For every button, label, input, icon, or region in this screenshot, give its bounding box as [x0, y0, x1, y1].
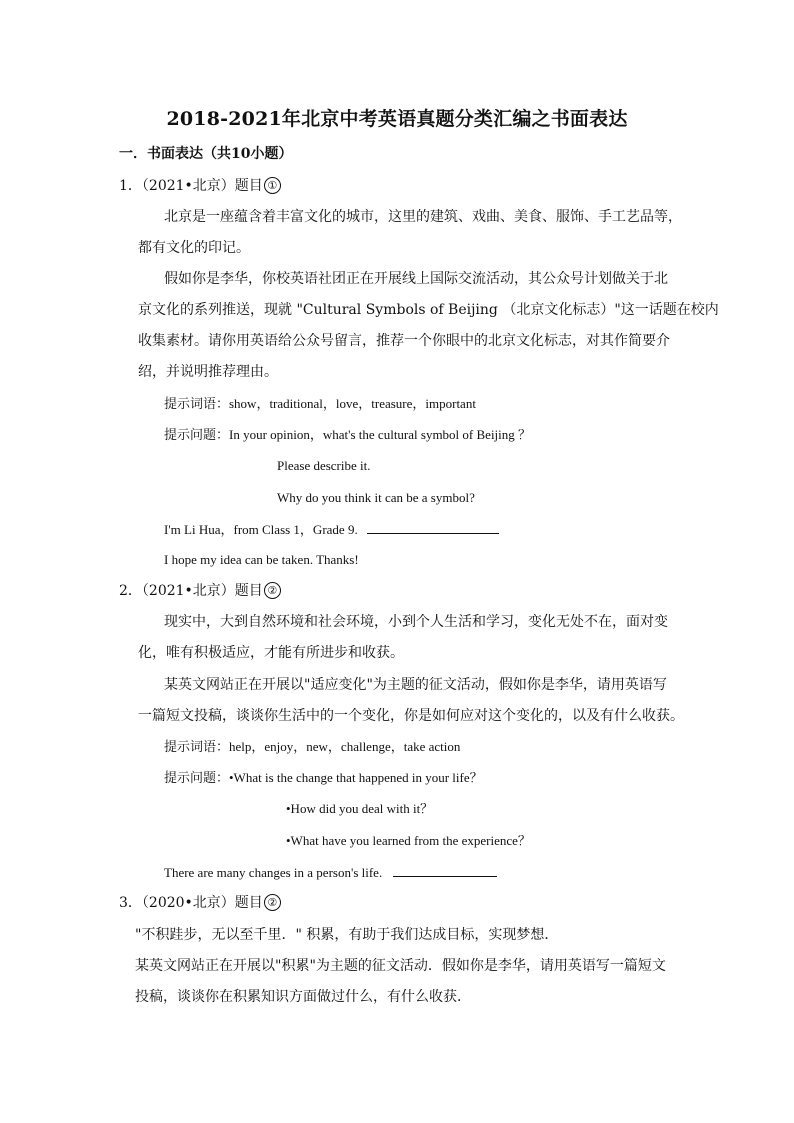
q3-paragraph-2-line-1: 某英文网站正在开展以"积累"为主题的征文活动．假如你是李华，请用英语写一篇短文 — [135, 958, 666, 974]
q2-hint-question-1: 提示问题：•What is the change that happened in your life？ — [164, 770, 483, 785]
q2-paragraph-1-line-1: 现实中，大到自然环境和社会环境，小到个人生活和学习，变化无处不在，面对变 — [164, 614, 668, 630]
q1-hint-question-3: Why do you think it can be a symbol? — [277, 490, 475, 505]
section-heading: 一．书面表达（共10小题） — [119, 146, 293, 162]
question-3-header — [119, 893, 281, 913]
q2-paragraph-2-line-1: 某英文网站正在开展以"适应变化"为主题的征文活动，假如你是李华，请用英语写 — [164, 677, 667, 693]
question-2-circled-number: ② — [264, 582, 281, 599]
q1-opening-text: I'm Li Hua，from Class 1，Grade 9. — [164, 522, 358, 537]
q1-paragraph-2-line-1: 假如你是李华，你校英语社团正在开展线上国际交流活动，其公众号计划做关于北 — [164, 271, 668, 287]
q1-hint-words: 提示词语：show，traditional，love，treasure，important — [164, 396, 476, 411]
q3-paragraph-1: "不积跬步，无以至千里．" 积累，有助于我们达成目标，实现梦想． — [135, 927, 559, 943]
q2-hint-question-2: •How did you deal with it？ — [286, 801, 434, 816]
q2-paragraph-1-line-2: 化，唯有积极适应，才能有所进步和收获。 — [138, 645, 404, 661]
q2-hint-words: 提示词语：help，enjoy，new，challenge，take action — [164, 739, 461, 754]
q1-hint-question-1: 提示问题：In your opinion，what's the cultural symbol of Beijing ？ — [164, 427, 532, 442]
q1-paragraph-1-line-2: 都有文化的印记。 — [138, 240, 250, 256]
q2-paragraph-2-line-2: 一篇短文投稿，谈谈你生活中的一个变化，你是如何应对这个变化的，以及有什么收获。 — [138, 708, 684, 724]
q1-closing-line: I hope my idea can be taken. Thanks! — [164, 552, 359, 567]
question-3-circled-number: ② — [264, 894, 281, 911]
question-3-prefix: 3．（2020•北京）题目 — [119, 895, 263, 911]
q1-paragraph-2-line-4: 绍，并说明推荐理由。 — [138, 364, 278, 380]
q1-opening-line — [164, 519, 499, 540]
q1-hint-question-2: Please describe it. — [277, 458, 371, 473]
question-1-prefix: 1．（2021•北京）题目 — [119, 178, 263, 194]
question-2-prefix: 2．（2021•北京）题目 — [119, 583, 263, 599]
q1-answer-blank[interactable] — [367, 519, 499, 534]
q1-paragraph-2-line-3: 收集素材。请你用英语给公众号留言，推荐一个你眼中的北京文化标志，对其作简要介 — [138, 333, 670, 349]
q1-paragraph-2-line-2: 京文化的系列推送，现就 "Cultural Symbols of Beijing （北京文化标志）"这一话题在校内 — [138, 302, 719, 318]
question-1-circled-number: ① — [264, 177, 281, 194]
q2-opening-line — [164, 862, 497, 883]
q3-paragraph-2-line-2: 投稿，谈谈你在积累知识方面做过什么，有什么收获． — [135, 989, 471, 1005]
q2-hint-question-3: •What have you learned from the experience？ — [286, 833, 531, 848]
question-1-header — [119, 176, 281, 196]
question-2-header — [119, 581, 281, 601]
q1-paragraph-1-line-1: 北京是一座蕴含着丰富文化的城市，这里的建筑、戏曲、美食、服饰、手工艺品等， — [164, 209, 682, 225]
document-title: 2018-2021年北京中考英语真题分类汇编之书面表达 — [166, 108, 628, 130]
q2-answer-blank[interactable] — [393, 862, 497, 877]
q2-opening-text: There are many changes in a person's life. — [164, 865, 383, 880]
